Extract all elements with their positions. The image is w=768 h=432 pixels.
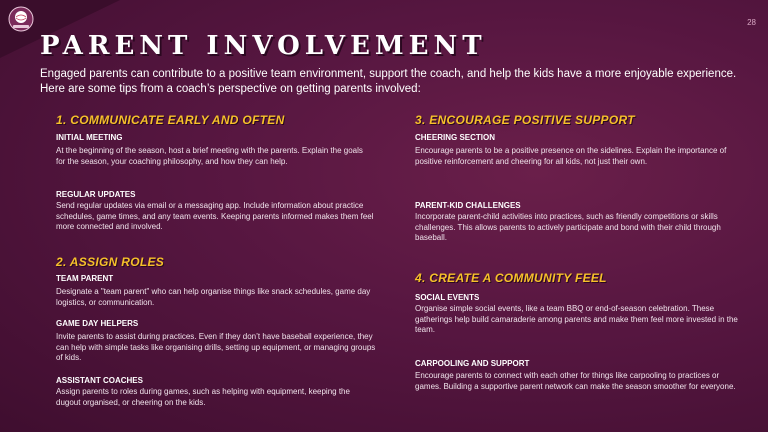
- tip-text: Invite parents to assist during practices. Even if they don’t have baseball experience, they can help with simple tasks like organising drills, setting up equipment, or managing groups of kids.: [56, 332, 376, 363]
- section-heading: 2. ASSIGN ROLES: [56, 255, 165, 269]
- tip-title: INITIAL MEETING: [56, 133, 123, 142]
- tip-text: At the beginning of the season, host a brief meeting with the parents. Explain the goals for the season, your coaching philosophy, and how they can help.: [56, 146, 363, 166]
- tip-text: Assign parents to roles during games, such as helping with equipment, keeping the dugout organised, or cheering on the kids.: [56, 387, 350, 407]
- tip-text: Encourage parents to connect with each other for things like carpooling to practices or games. Building a supportive parent network can make the season smoother for everyone.: [415, 371, 736, 391]
- tip-title: REGULAR UPDATES: [56, 190, 136, 199]
- tip-text: Encourage parents to be a positive presence on the sidelines. Explain the importance of positive reinforcement and cheering for all kids, not just their own.: [415, 146, 727, 166]
- tip-text: Organise simple social events, like a team BBQ or end-of-season celebration. These gatherings help build camaraderie among parents and make them feel more invested in the team.: [415, 304, 738, 335]
- intro-paragraph: Engaged parents can contribute to a positive team environment, support the coach, and help the kids have a more enjoyable experience. Here are some tips from a coach’s perspective on getting parents involved:: [40, 68, 737, 95]
- section-heading: 3. ENCOURAGE POSITIVE SUPPORT: [415, 113, 635, 127]
- tip-text: Send regular updates via email or a messaging app. Include information about practice schedules, game times, and any team events. Keeping parents informed makes them feel more connected and involved.: [56, 201, 374, 232]
- tip-text: Incorporate parent-child activities into practices, such as friendly competitions or skills challenges. This allows parents to actively participate and bond with their child through baseball.: [415, 212, 721, 243]
- tip-title: GAME DAY HELPERS: [56, 319, 139, 328]
- tip-title: CARPOOLING AND SUPPORT: [415, 359, 530, 368]
- tip-title: TEAM PARENT: [56, 274, 114, 283]
- tip-text: Designate a "team parent" who can help organise things like snack schedules, game day logistics, or communication.: [56, 287, 371, 307]
- section-heading: 4. CREATE A COMMUNITY FEEL: [415, 271, 607, 285]
- tip-title: CHEERING SECTION: [415, 133, 496, 142]
- section-heading: 1. COMMUNICATE EARLY AND OFTEN: [56, 113, 285, 127]
- tip-title: PARENT-KID CHALLENGES: [415, 201, 521, 210]
- page-title: PARENT INVOLVEMENT: [40, 31, 487, 61]
- league-logo-icon: [8, 6, 34, 32]
- tip-title: ASSISTANT COACHES: [56, 376, 143, 385]
- tip-title: SOCIAL EVENTS: [415, 293, 480, 302]
- page-number: 28: [747, 18, 756, 27]
